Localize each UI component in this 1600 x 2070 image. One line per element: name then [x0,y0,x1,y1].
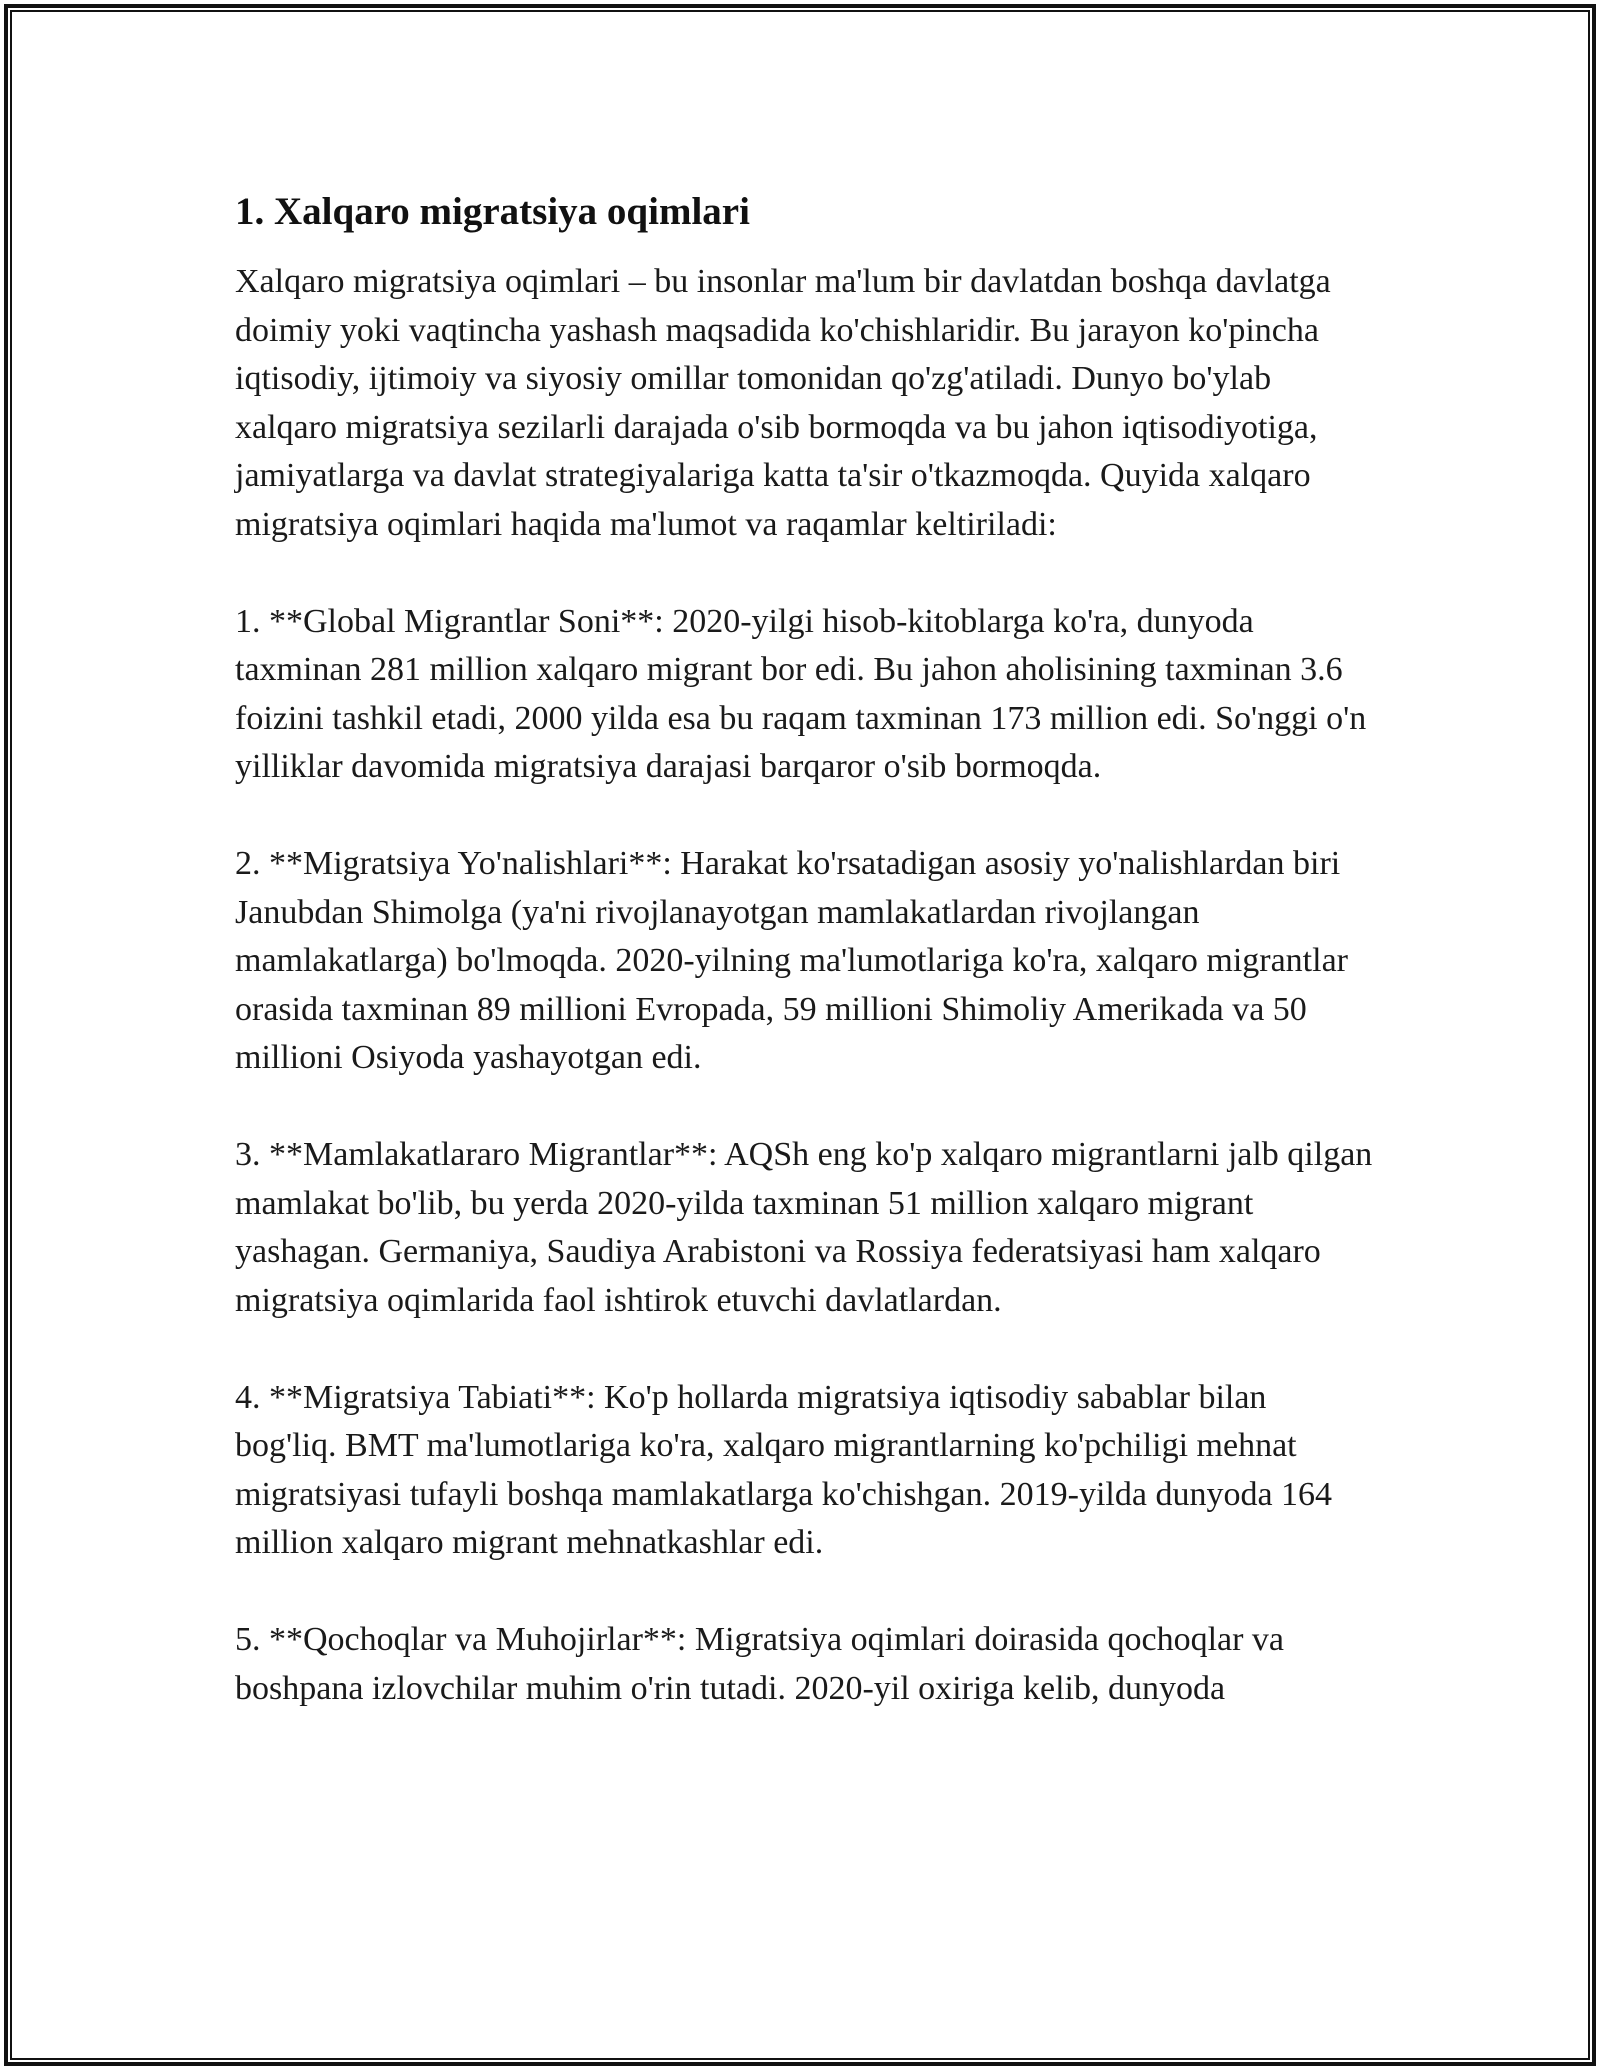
intro-paragraph: Xalqaro migratsiya oqimlari – bu insonlar ma'lum bir davlatdan boshqa davlatga doimiy yoki vaqtincha yashash maqsadida ko'chishlaridir. Bu jarayon ko'pincha iqtisodiy, ijtimoiy va siyosiy omillar tomonidan qo'zg'atiladi. Dunyo bo'ylab xalqaro migratsiya sezilarli darajada o'sib bormoqda va bu jahon iqtisodiyotiga, jamiyatlarga va davlat strategiyalariga katta ta'sir o'tkazmoqda. Quyida xalqaro migratsiya oqimlari haqida ma'lumot va raqamlar keltiriladi: [235,263,1331,543]
paragraph-migration-nature: 4. **Migratsiya Tabiati**: Ko'p hollarda migratsiya iqtisodiy sabablar bilan bog'liq. BMT ma'lumotlariga ko'ra, xalqaro migrantlarning ko'pchiligi mehnat migratsiyasi tufayli boshqa mamlakatlarga ko'chishgan. 2019-yilda dunyoda 164 million xalqaro migrant mehnatkashlar edi. [235,1378,1333,1561]
document-body [235,188,1375,1713]
paragraph-intercountry-migrants: 3. **Mamlakatlararo Migrantlar**: AQSh eng ko'p xalqaro migrantlarni jalb qilgan mamlakat bo'lib, bu yerda 2020-yilda taxminan 51 million xalqaro migrant yashagan. Germaniya, Saudiya Arabistoni va Rossiya federatsiyasi ham xalqaro migratsiya oqimlarida faol ishtirok etuvchi davlatlardan. [235,1136,1373,1319]
document-title: 1. Xalqaro migratsiya oqimlari [235,190,750,233]
paragraph-refugees: 5. **Qochoqlar va Muhojirlar**: Migratsiya oqimlari doirasida qochoqlar va boshpana izlovchilar muhim o'rin tutadi. 2020-yil oxiriga kelib, dunyoda [235,1621,1285,1707]
paragraph-migration-directions: 2. **Migratsiya Yo'nalishlari**: Harakat ko'rsatadigan asosiy yo'nalishlardan biri Janubdan Shimolga (ya'ni rivojlanayotgan mamlakatlardan rivojlangan mamlakatlarga) bo'lmoqda. 2020-yilning ma'lumotlariga ko'ra, xalqaro migrantlar orasida taxminan 89 millioni Evropada, 59 millioni Shimoliy Amerikada va 50 millioni Osiyoda yashayotgan edi. [235,845,1348,1076]
paragraph-global-migrants: 1. **Global Migrantlar Soni**: 2020-yilgi hisob-kitoblarga ko'ra, dunyoda taxminan 281 million xalqaro migrant bor edi. Bu jahon aholisining taxminan 3.6 foizini tashkil etadi, 2000 yilda esa bu raqam taxminan 173 million edi. So'nggi o'n yilliklar davomida migratsiya darajasi barqaror o'sib bormoqda. [235,602,1367,785]
